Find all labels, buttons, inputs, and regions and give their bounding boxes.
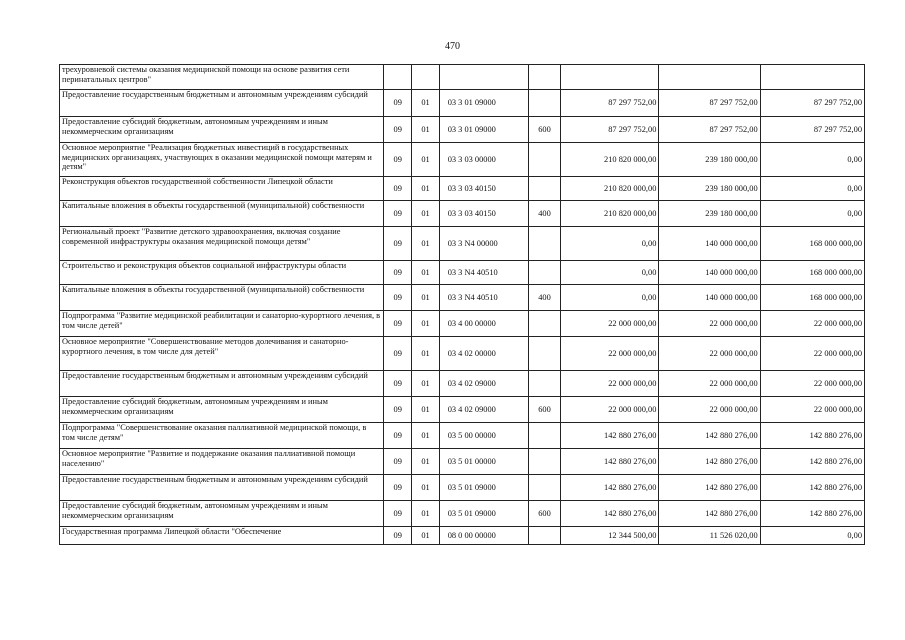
section-code-cell: 09 (384, 475, 412, 501)
section-code-cell: 09 (384, 527, 412, 545)
expense-type-code-cell (528, 65, 560, 90)
table-row (60, 501, 865, 527)
expense-type-code-cell: 600 (528, 397, 560, 423)
table-row (60, 261, 865, 285)
target-article-code-cell: 03 5 01 09000 (439, 475, 528, 501)
subsection-code-cell: 01 (412, 177, 439, 201)
amount-year-1-cell: 0,00 (561, 227, 659, 261)
amount-year-2-cell: 239 180 000,00 (659, 177, 760, 201)
subsection-code-cell (412, 65, 439, 90)
section-code-cell: 09 (384, 227, 412, 261)
row-name-cell: Предоставление субсидий бюджетным, автономным учреждениям и иным некоммерческим организациям (60, 501, 384, 527)
amount-year-1-cell: 142 880 276,00 (561, 501, 659, 527)
table-row (60, 423, 865, 449)
expense-type-code-cell (528, 311, 560, 337)
page-number: 470 (445, 41, 460, 52)
amount-year-3-cell: 22 000 000,00 (760, 371, 864, 397)
amount-year-1-cell: 22 000 000,00 (561, 337, 659, 371)
section-code-cell (384, 65, 412, 90)
row-name-cell: Реконструкция объектов государственной собственности Липецкой области (60, 177, 384, 201)
table-row (60, 449, 865, 475)
amount-year-3-cell: 142 880 276,00 (760, 449, 864, 475)
subsection-code-cell: 01 (412, 337, 439, 371)
row-name-cell: Подпрограмма "Совершенствование оказания паллиативной медицинской помощи, в том числе детям" (60, 423, 384, 449)
amount-year-2-cell: 22 000 000,00 (659, 337, 760, 371)
amount-year-2-cell: 22 000 000,00 (659, 371, 760, 397)
target-article-code-cell: 03 3 N4 40510 (439, 261, 528, 285)
target-article-code-cell: 03 3 N4 40510 (439, 285, 528, 311)
section-code-cell: 09 (384, 177, 412, 201)
row-name-cell: Предоставление государственным бюджетным и автономным учреждениям субсидий (60, 371, 384, 397)
section-code-cell: 09 (384, 449, 412, 475)
table-row (60, 143, 865, 177)
amount-year-2-cell: 140 000 000,00 (659, 285, 760, 311)
table-row (60, 117, 865, 143)
target-article-code-cell: 03 4 02 00000 (439, 337, 528, 371)
target-article-code-cell: 03 3 03 00000 (439, 143, 528, 177)
table-row (60, 371, 865, 397)
amount-year-2-cell: 239 180 000,00 (659, 143, 760, 177)
amount-year-2-cell: 22 000 000,00 (659, 397, 760, 423)
subsection-code-cell: 01 (412, 475, 439, 501)
target-article-code-cell: 03 3 03 40150 (439, 177, 528, 201)
target-article-code-cell: 03 5 01 09000 (439, 501, 528, 527)
section-code-cell: 09 (384, 337, 412, 371)
row-name-cell: Предоставление государственным бюджетным и автономным учреждениям субсидий (60, 475, 384, 501)
amount-year-1-cell (561, 65, 659, 90)
row-name-cell: Государственная программа Липецкой области "Обеспечение (60, 527, 384, 545)
amount-year-1-cell: 142 880 276,00 (561, 449, 659, 475)
section-code-cell: 09 (384, 143, 412, 177)
expense-type-code-cell (528, 261, 560, 285)
subsection-code-cell: 01 (412, 261, 439, 285)
amount-year-3-cell: 168 000 000,00 (760, 227, 864, 261)
target-article-code-cell: 08 0 00 00000 (439, 527, 528, 545)
target-article-code-cell: 03 5 00 00000 (439, 423, 528, 449)
section-code-cell: 09 (384, 90, 412, 117)
subsection-code-cell: 01 (412, 143, 439, 177)
expense-type-code-cell (528, 337, 560, 371)
row-name-cell: Основное мероприятие "Совершенствование методов долечивания и санаторно-курортного лечения, в том числе для детей" (60, 337, 384, 371)
section-code-cell: 09 (384, 117, 412, 143)
subsection-code-cell: 01 (412, 117, 439, 143)
amount-year-3-cell: 0,00 (760, 177, 864, 201)
table-row (60, 475, 865, 501)
row-name-cell: Капитальные вложения в объекты государственной (муниципальной) собственности (60, 285, 384, 311)
row-name-cell: Строительство и реконструкция объектов социальной инфраструктуры области (60, 261, 384, 285)
subsection-code-cell: 01 (412, 423, 439, 449)
amount-year-2-cell: 142 880 276,00 (659, 475, 760, 501)
expense-type-code-cell (528, 227, 560, 261)
expense-type-code-cell (528, 90, 560, 117)
row-name-cell: Основное мероприятие "Реализация бюджетных инвестиций в государственных медицинских организациях, участвующих в оказании медицинской помощи матерям и детям" (60, 143, 384, 177)
amount-year-2-cell: 11 526 020,00 (659, 527, 760, 545)
row-name-cell: Предоставление государственным бюджетным и автономным учреждениям субсидий (60, 90, 384, 117)
row-name-cell: трехуровневой системы оказания медицинской помощи на основе развития сети перинатальных центров" (60, 65, 384, 90)
budget-table (59, 64, 865, 545)
amount-year-2-cell: 140 000 000,00 (659, 227, 760, 261)
expense-type-code-cell (528, 177, 560, 201)
amount-year-2-cell (659, 65, 760, 90)
amount-year-2-cell: 87 297 752,00 (659, 90, 760, 117)
section-code-cell: 09 (384, 201, 412, 227)
table-row (60, 65, 865, 90)
target-article-code-cell: 03 4 02 09000 (439, 371, 528, 397)
table-row (60, 177, 865, 201)
amount-year-2-cell: 87 297 752,00 (659, 117, 760, 143)
subsection-code-cell: 01 (412, 371, 439, 397)
expense-type-code-cell: 600 (528, 501, 560, 527)
amount-year-2-cell: 22 000 000,00 (659, 311, 760, 337)
amount-year-1-cell: 22 000 000,00 (561, 371, 659, 397)
target-article-code-cell: 03 3 01 09000 (439, 117, 528, 143)
amount-year-3-cell: 142 880 276,00 (760, 501, 864, 527)
subsection-code-cell: 01 (412, 285, 439, 311)
amount-year-1-cell: 87 297 752,00 (561, 90, 659, 117)
amount-year-3-cell (760, 65, 864, 90)
amount-year-1-cell: 0,00 (561, 261, 659, 285)
amount-year-3-cell: 142 880 276,00 (760, 423, 864, 449)
target-article-code-cell: 03 4 00 00000 (439, 311, 528, 337)
section-code-cell: 09 (384, 423, 412, 449)
amount-year-1-cell: 142 880 276,00 (561, 423, 659, 449)
section-code-cell: 09 (384, 311, 412, 337)
table-row (60, 201, 865, 227)
expense-type-code-cell: 600 (528, 117, 560, 143)
section-code-cell: 09 (384, 397, 412, 423)
subsection-code-cell: 01 (412, 449, 439, 475)
expense-type-code-cell (528, 475, 560, 501)
table-row (60, 90, 865, 117)
amount-year-1-cell: 210 820 000,00 (561, 143, 659, 177)
amount-year-1-cell: 87 297 752,00 (561, 117, 659, 143)
amount-year-3-cell: 22 000 000,00 (760, 397, 864, 423)
table-row (60, 397, 865, 423)
target-article-code-cell: 03 3 03 40150 (439, 201, 528, 227)
row-name-cell: Предоставление субсидий бюджетным, автономным учреждениям и иным некоммерческим организациям (60, 117, 384, 143)
section-code-cell: 09 (384, 261, 412, 285)
amount-year-3-cell: 0,00 (760, 201, 864, 227)
amount-year-2-cell: 142 880 276,00 (659, 501, 760, 527)
amount-year-1-cell: 12 344 500,00 (561, 527, 659, 545)
amount-year-3-cell: 168 000 000,00 (760, 261, 864, 285)
subsection-code-cell: 01 (412, 201, 439, 227)
table-body (60, 65, 865, 545)
amount-year-3-cell: 22 000 000,00 (760, 311, 864, 337)
row-name-cell: Подпрограмма "Развитие медицинской реабилитации и санаторно-курортного лечения, в том числе детей" (60, 311, 384, 337)
section-code-cell: 09 (384, 285, 412, 311)
section-code-cell: 09 (384, 371, 412, 397)
amount-year-3-cell: 22 000 000,00 (760, 337, 864, 371)
amount-year-2-cell: 142 880 276,00 (659, 449, 760, 475)
table-row (60, 337, 865, 371)
amount-year-1-cell: 22 000 000,00 (561, 311, 659, 337)
subsection-code-cell: 01 (412, 397, 439, 423)
amount-year-2-cell: 142 880 276,00 (659, 423, 760, 449)
amount-year-3-cell: 0,00 (760, 143, 864, 177)
subsection-code-cell: 01 (412, 311, 439, 337)
table-row (60, 227, 865, 261)
subsection-code-cell: 01 (412, 227, 439, 261)
amount-year-3-cell: 87 297 752,00 (760, 117, 864, 143)
target-article-code-cell (439, 65, 528, 90)
table-row (60, 285, 865, 311)
table-row (60, 311, 865, 337)
target-article-code-cell: 03 5 01 00000 (439, 449, 528, 475)
expense-type-code-cell (528, 449, 560, 475)
amount-year-1-cell: 0,00 (561, 285, 659, 311)
amount-year-3-cell: 87 297 752,00 (760, 90, 864, 117)
row-name-cell: Предоставление субсидий бюджетным, автономным учреждениям и иным некоммерческим организациям (60, 397, 384, 423)
subsection-code-cell: 01 (412, 527, 439, 545)
expense-type-code-cell (528, 143, 560, 177)
row-name-cell: Капитальные вложения в объекты государственной (муниципальной) собственности (60, 201, 384, 227)
section-code-cell: 09 (384, 501, 412, 527)
amount-year-2-cell: 239 180 000,00 (659, 201, 760, 227)
expense-type-code-cell: 400 (528, 285, 560, 311)
amount-year-1-cell: 142 880 276,00 (561, 475, 659, 501)
target-article-code-cell: 03 4 02 09000 (439, 397, 528, 423)
table-row (60, 527, 865, 545)
row-name-cell: Основное мероприятие "Развитие и поддержание оказания паллиативной помощи населению" (60, 449, 384, 475)
amount-year-1-cell: 210 820 000,00 (561, 177, 659, 201)
expense-type-code-cell (528, 423, 560, 449)
amount-year-3-cell: 0,00 (760, 527, 864, 545)
target-article-code-cell: 03 3 N4 00000 (439, 227, 528, 261)
expense-type-code-cell (528, 527, 560, 545)
amount-year-1-cell: 22 000 000,00 (561, 397, 659, 423)
subsection-code-cell: 01 (412, 90, 439, 117)
amount-year-1-cell: 210 820 000,00 (561, 201, 659, 227)
expense-type-code-cell (528, 371, 560, 397)
row-name-cell: Региональный проект "Развитие детского здравоохранения, включая создание современной инфраструктуры оказания медицинской помощи детям" (60, 227, 384, 261)
amount-year-3-cell: 168 000 000,00 (760, 285, 864, 311)
amount-year-2-cell: 140 000 000,00 (659, 261, 760, 285)
target-article-code-cell: 03 3 01 09000 (439, 90, 528, 117)
subsection-code-cell: 01 (412, 501, 439, 527)
expense-type-code-cell: 400 (528, 201, 560, 227)
amount-year-3-cell: 142 880 276,00 (760, 475, 864, 501)
